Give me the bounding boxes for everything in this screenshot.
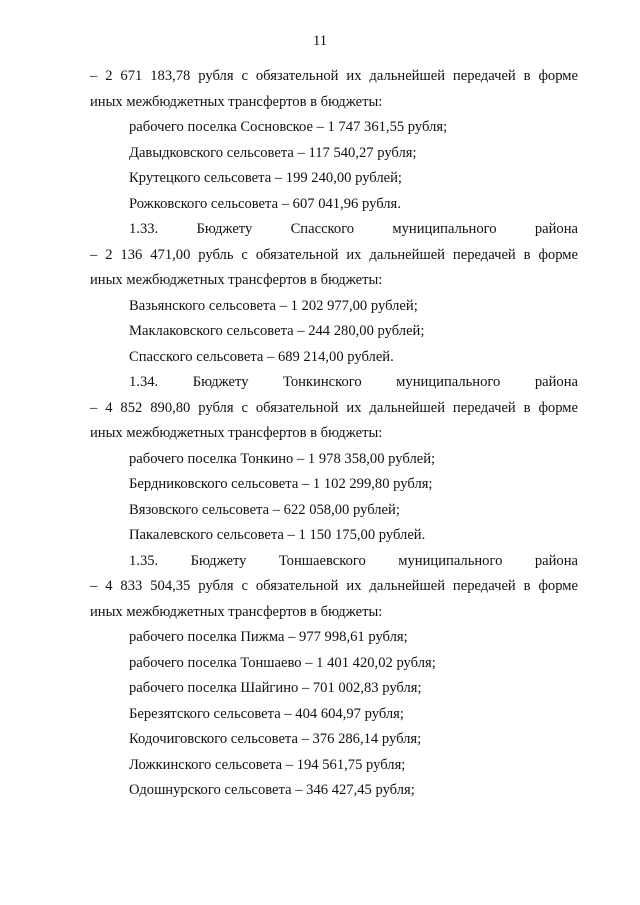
- text-line: Вазьянского сельсовета – 1 202 977,00 рублей;: [129, 297, 418, 314]
- page-number: 11: [312, 33, 328, 49]
- text-line: Березятского сельсовета – 404 604,97 рубля;: [129, 705, 404, 722]
- text-line: рабочего поселка Пижма – 977 998,61 рубля;: [129, 629, 408, 645]
- text-line: Пакалевского сельсовета – 1 150 175,00 рублей.: [129, 527, 426, 543]
- text-line: иных межбюджетных трансфертов в бюджеты:: [90, 603, 383, 620]
- text-line: – 2 136 471,00 рубль с обязательной их дальнейшей передачей в форме: [90, 246, 578, 263]
- text-line: Вязовского сельсовета – 622 058,00 рублей;: [129, 501, 400, 518]
- text-line: – 4 833 504,35 рубля с обязательной их дальнейшей передачей в форме: [90, 578, 578, 594]
- text-line: рабочего поселка Тоншаево – 1 401 420,02 рубля;: [129, 654, 436, 671]
- document-body: [90, 64, 578, 804]
- text-line: Маклаковского сельсовета – 244 280,00 рублей;: [129, 323, 425, 339]
- text-line: Одошнурского сельсовета – 346 427,45 рубля;: [129, 782, 415, 798]
- text-line: рабочего поселка Сосновское – 1 747 361,55 рубля;: [129, 119, 448, 135]
- text-line: Рожковского сельсовета – 607 041,96 рубля.: [129, 195, 401, 212]
- text-line: Кодочиговского сельсовета – 376 286,14 рубля;: [129, 731, 422, 747]
- text-line: иных межбюджетных трансфертов в бюджеты:: [90, 425, 383, 441]
- text-line: 1.35. Бюджету Тоншаевского муниципального района: [129, 552, 578, 569]
- text-line: Ложкинского сельсовета – 194 561,75 рубля;: [129, 756, 406, 773]
- text-line: иных межбюджетных трансфертов в бюджеты:: [90, 272, 383, 288]
- text-line: Спасского сельсовета – 689 214,00 рублей.: [129, 348, 394, 365]
- text-line: рабочего поселка Тонкино – 1 978 358,00 рублей;: [129, 450, 436, 467]
- text-line: 1.34. Бюджету Тонкинского муниципального района: [129, 374, 578, 390]
- text-line: – 4 852 890,80 рубля с обязательной их дальнейшей передачей в форме: [90, 399, 578, 416]
- text-line: – 2 671 183,78 рубля с обязательной их дальнейшей передачей в форме: [90, 68, 578, 84]
- text-line: 1.33. Бюджету Спасского муниципального района: [129, 221, 578, 237]
- text-line: иных межбюджетных трансфертов в бюджеты:: [90, 93, 383, 110]
- text-line: Бердниковского сельсовета – 1 102 299,80 рубля;: [129, 476, 433, 492]
- text-line: рабочего поселка Шайгино – 701 002,83 рубля;: [129, 680, 422, 696]
- text-line: Крутецкого сельсовета – 199 240,00 рублей;: [129, 170, 402, 186]
- text-line: Давыдковского сельсовета – 117 540,27 рубля;: [129, 144, 417, 161]
